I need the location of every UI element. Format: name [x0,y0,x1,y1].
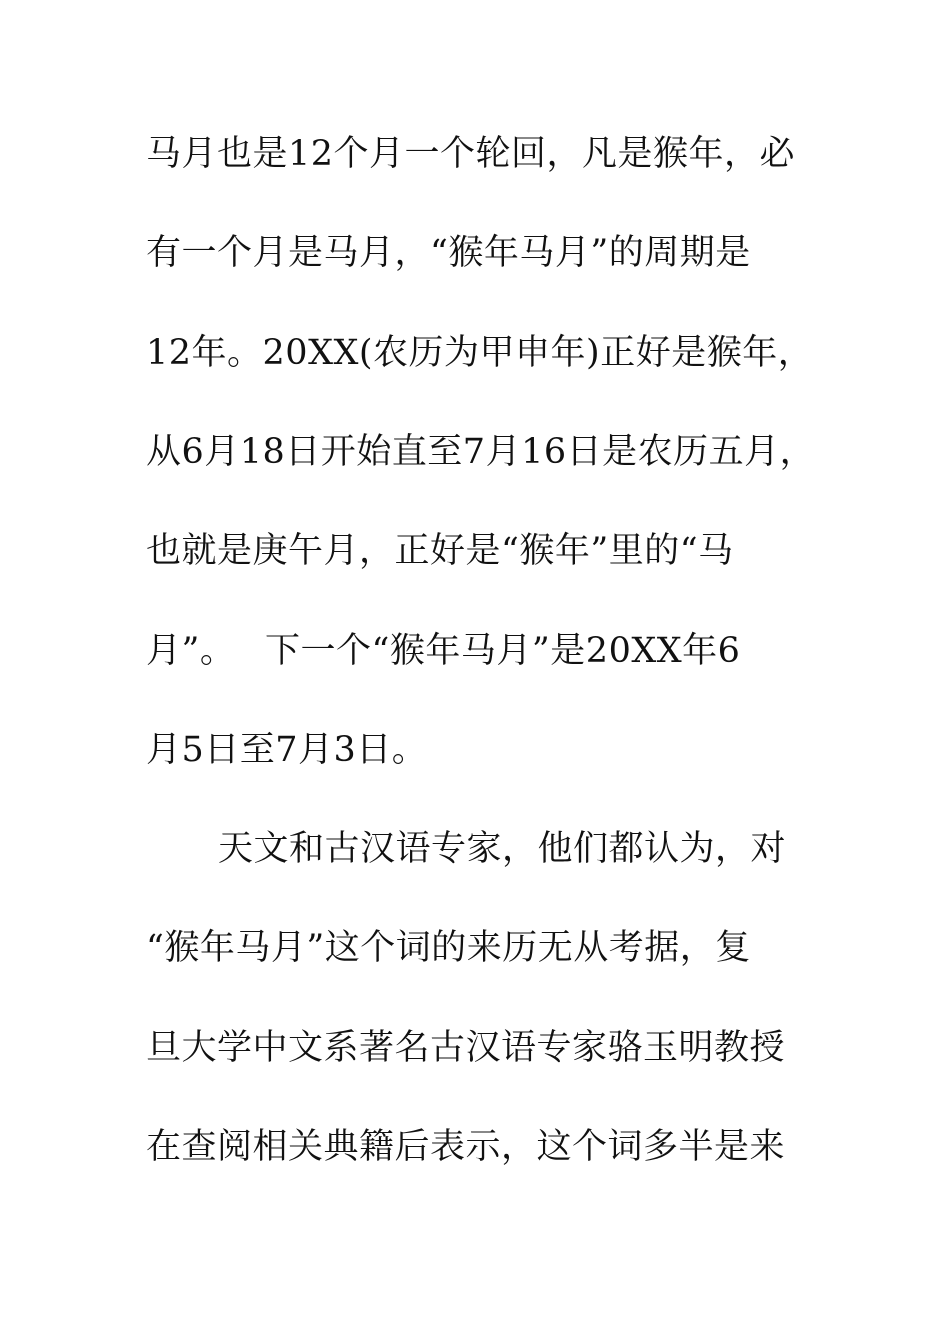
text-line: 马月也是12个月一个轮回，凡是猴年，必 [146,134,796,174]
text-line: 月5日至7月3日。 [146,730,428,770]
text-line: 12年。20XX(农历为甲申年)正好是猴年， [146,333,814,373]
text-line: 也就是庚午月，正好是“猴年”里的“马 [146,531,734,571]
text-line: 月”。 下一个“猴年马月”是20XX年6 [146,631,741,671]
paragraph-first-line: 天文和古汉语专家，他们都认为，对 [218,829,787,869]
text-line: “猴年马月”这个词的来历无从考据，复 [146,928,751,968]
text-line: 在查阅相关典籍后表示，这个词多半是来 [146,1127,786,1167]
text-line: 有一个月是马月，“猴年马月”的周期是 [146,233,751,273]
text-line: 旦大学中文系著名古汉语专家骆玉明教授 [146,1028,786,1068]
text-line: 从6月18日开始直至7月16日是农历五月， [146,432,816,472]
